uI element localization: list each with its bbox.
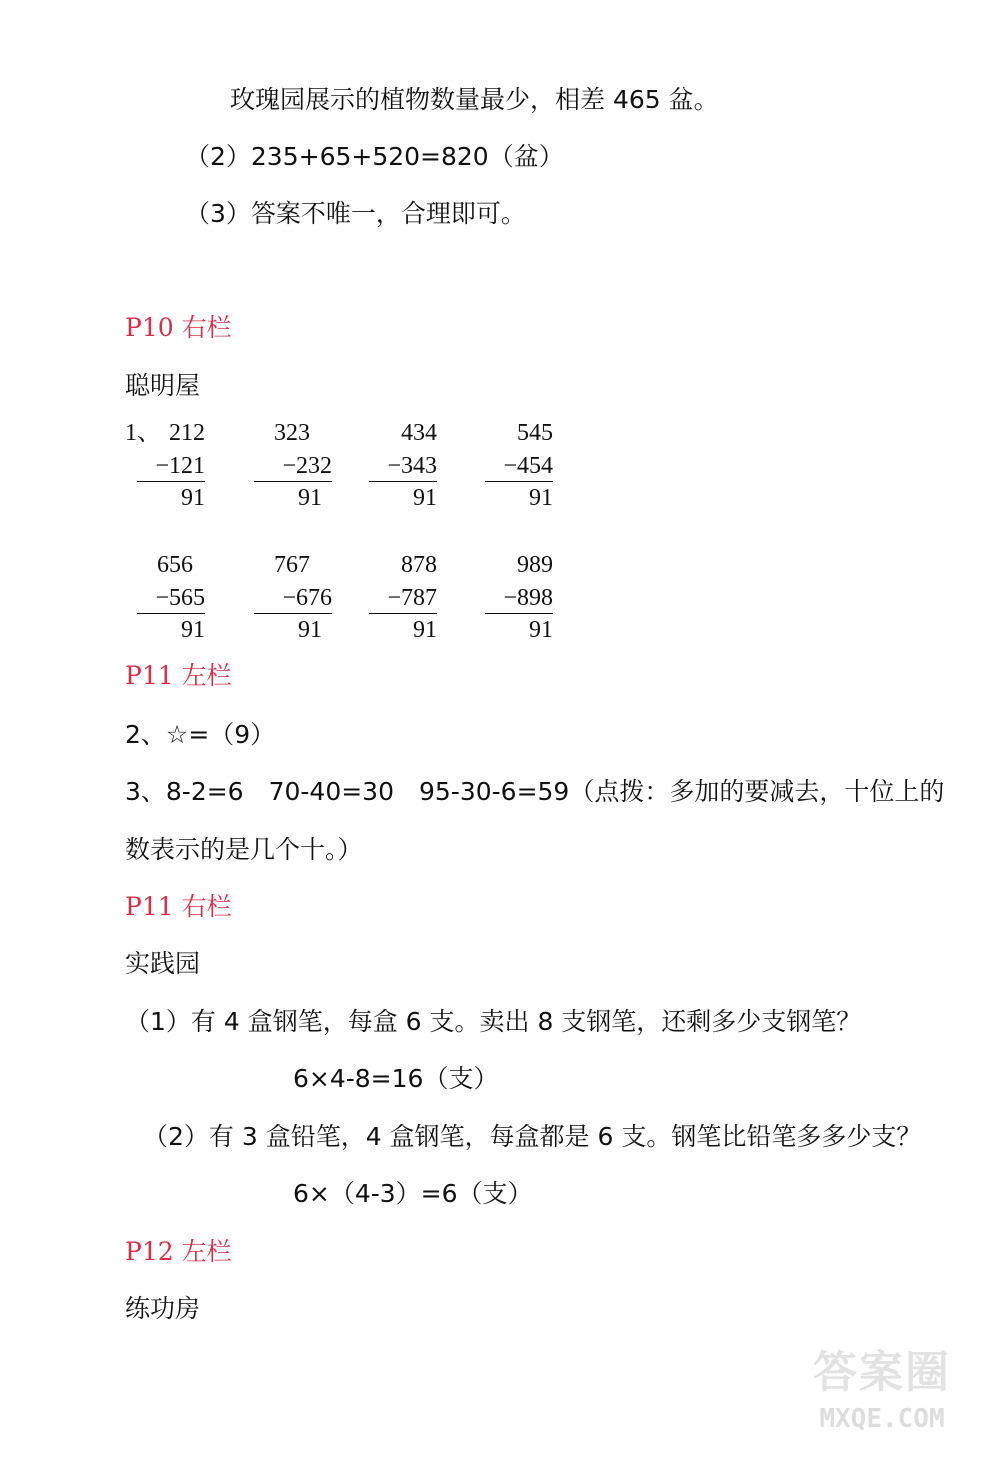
section-subtitle-smart-house: 聪明屋 xyxy=(125,371,201,400)
calc-result: 91 xyxy=(181,485,205,511)
calc-4 xyxy=(463,417,553,515)
calc-subtrahend: −454 xyxy=(485,450,553,482)
calc-subtrahend: −232 xyxy=(254,450,332,482)
calc-result: 91 xyxy=(298,617,322,643)
calc-minuend: 323 xyxy=(274,420,310,446)
calc-2 xyxy=(232,417,332,515)
answer-line-3a: 3、8-2=6 70-40=30 95-30-6=59（点拨：多加的要减去，十位上的 xyxy=(125,777,945,806)
calc-minuend: 878 xyxy=(401,552,437,578)
answer-line-difference: 玫瑰园展示的植物数量最少，相差 465 盆。 xyxy=(230,85,719,114)
answer-line-pencils: 6×（4-3）=6（支） xyxy=(293,1179,533,1208)
calc-minuend: 656 xyxy=(157,552,193,578)
calc-result: 91 xyxy=(298,485,322,511)
watermark-url: MXQE.COM xyxy=(819,1404,945,1434)
question-line-pens: （1）有 4 盒钢笔，每盒 6 支。卖出 8 支钢笔，还剩多少支钢笔？ xyxy=(125,1007,862,1036)
section-heading-p10-right: P10 右栏 xyxy=(125,313,232,342)
calc-subtrahend: −787 xyxy=(369,582,437,614)
watermark-title: 答案圈 xyxy=(813,1347,951,1398)
calc-minuend: 545 xyxy=(517,420,553,446)
section-heading-p11-right: P11 右栏 xyxy=(125,892,232,921)
calc-subtrahend: −343 xyxy=(369,450,437,482)
calc-5 xyxy=(115,549,205,647)
answer-line-2: （2）235+65+520=820（盆） xyxy=(185,142,564,171)
question-line-pencils: （2）有 3 盒铅笔，4 盒钢笔，每盒都是 6 支。钢笔比铅笔多多少支？ xyxy=(143,1122,922,1151)
answer-line-pens: 6×4-8=16（支） xyxy=(293,1064,499,1093)
watermark-logo xyxy=(792,1343,972,1453)
calc-minuend: 434 xyxy=(401,420,437,446)
section-subtitle-practice-garden: 实践园 xyxy=(125,949,201,978)
calc-result: 91 xyxy=(413,617,437,643)
calc-result: 91 xyxy=(413,485,437,511)
calc-6 xyxy=(232,549,332,647)
calc-minuend: 212 xyxy=(169,420,205,446)
section-heading-p12-left: P12 左栏 xyxy=(125,1237,232,1266)
answer-line-star: 2、☆=（9） xyxy=(125,720,276,749)
calc-result: 91 xyxy=(529,485,553,511)
question-number-1: 1、 xyxy=(125,420,161,446)
calc-subtrahend: −898 xyxy=(485,582,553,614)
section-heading-p11-left: P11 左栏 xyxy=(125,661,232,690)
calc-minuend: 767 xyxy=(274,552,310,578)
calc-subtrahend: −565 xyxy=(137,582,205,614)
calc-result: 91 xyxy=(529,617,553,643)
answer-line-3b: 数表示的是几个十。） xyxy=(125,835,363,864)
calc-8 xyxy=(463,549,553,647)
calc-subtrahend: −121 xyxy=(137,450,205,482)
calc-minuend: 989 xyxy=(517,552,553,578)
calc-3 xyxy=(347,417,437,515)
calc-7 xyxy=(347,549,437,647)
section-subtitle-practice-room: 练功房 xyxy=(125,1294,201,1323)
answer-line-3: （3）答案不唯一，合理即可。 xyxy=(185,199,526,228)
calc-subtrahend: −676 xyxy=(254,582,332,614)
calc-result: 91 xyxy=(181,617,205,643)
calc-1 xyxy=(115,417,205,515)
